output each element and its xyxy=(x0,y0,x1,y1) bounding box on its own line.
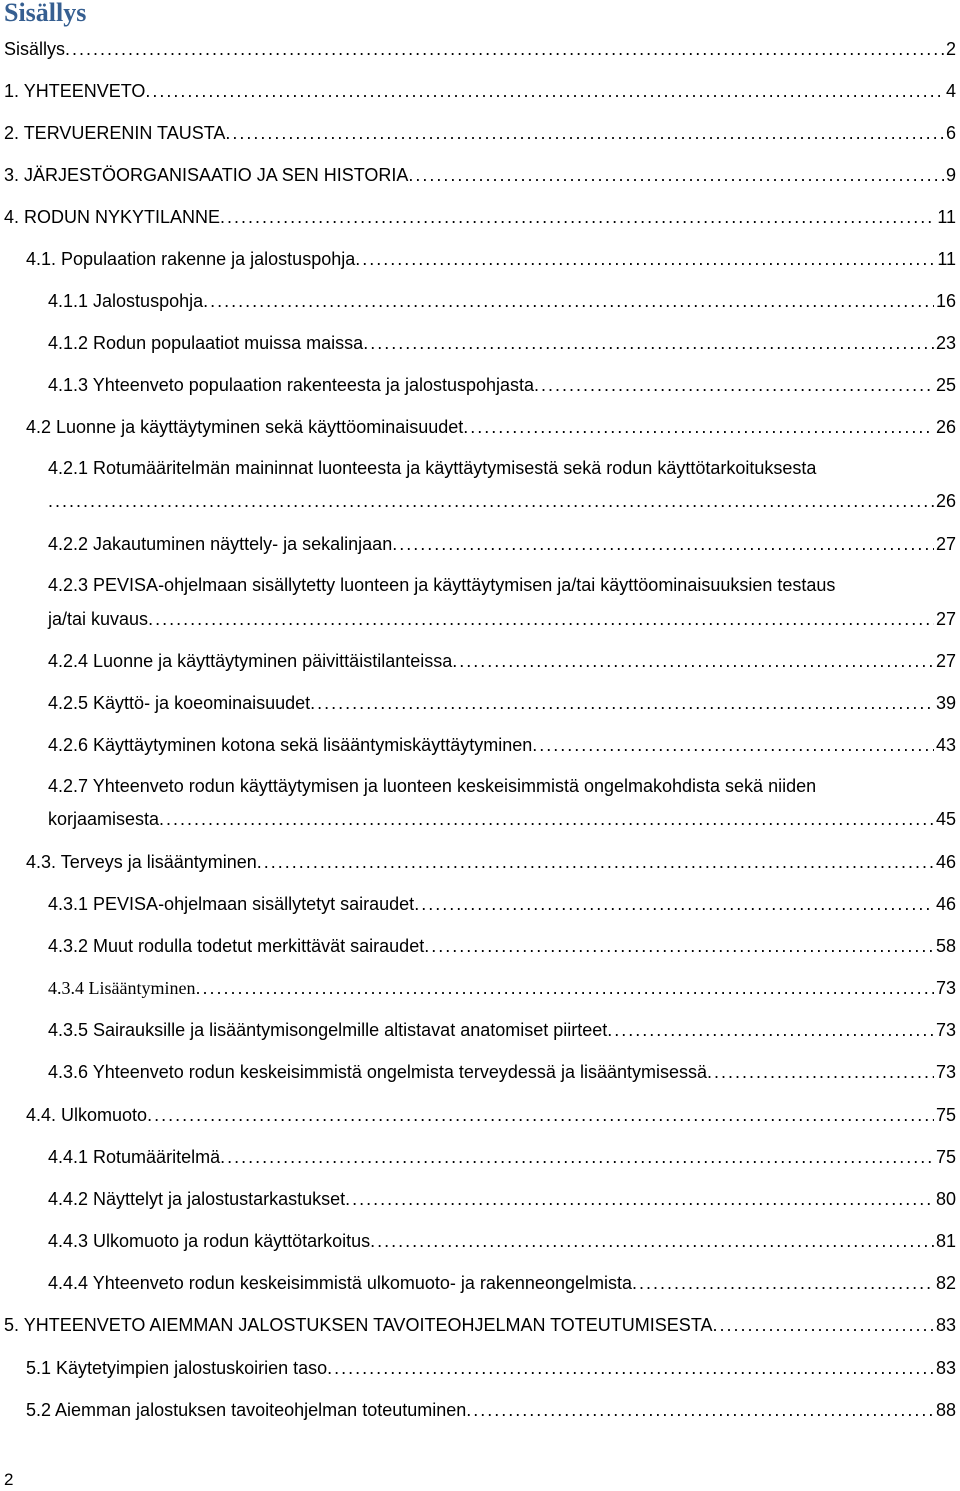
dot-leader xyxy=(607,1019,934,1041)
toc-entry-label: 4.3.5 Sairauksille ja lisääntymisongelmille altistavat anatomiset piirteet xyxy=(48,1020,608,1040)
dot-leader xyxy=(466,1399,934,1421)
toc-entry-label[interactable]: 4.2.1 Rotumääritelmän maininnat luonteesta ja käyttäytymisestä sekä rodun käyttötarkoituksesta xyxy=(48,458,817,478)
toc-entry[interactable] xyxy=(48,1013,956,1041)
toc-entry[interactable] xyxy=(48,802,956,830)
toc-entry[interactable] xyxy=(4,1308,956,1336)
toc-entry-label: 4.2.4 Luonne ja käyttäytyminen päivittäistilanteissa xyxy=(48,651,453,671)
toc-entry[interactable] xyxy=(48,1224,956,1252)
toc-entry-page: 27 xyxy=(935,534,956,554)
toc-entry-label: 4.4. Ulkomuoto xyxy=(26,1105,148,1125)
toc-entry-label: 5. YHTEENVETO AIEMMAN JALOSTUKSEN TAVOITEOHJELMAN TOTEUTUMISESTA xyxy=(4,1315,713,1335)
dot-leader xyxy=(225,122,944,144)
toc-entry-label: 4.2.6 Käyttäytyminen kotona sekä lisääntymiskäyttäytyminen xyxy=(48,735,533,755)
toc-entry-page: 39 xyxy=(935,693,956,713)
dot-leader xyxy=(159,808,934,830)
toc-entry-page: 11 xyxy=(937,207,956,227)
toc-entry-page: 73 xyxy=(935,1062,956,1082)
toc-entry-page: 75 xyxy=(935,1147,956,1167)
dot-leader xyxy=(712,1314,933,1336)
toc-entry-page: 46 xyxy=(935,894,956,914)
dot-leader xyxy=(65,38,944,60)
toc-entry[interactable] xyxy=(26,1351,956,1379)
toc-entry-label: 4.3.4 Lisääntyminen xyxy=(48,978,196,998)
toc-entry-label: 5.1 Käytetyimpien jalostuskoirien taso xyxy=(26,1358,328,1378)
toc-entry-page: 23 xyxy=(935,333,956,353)
footer-page-number: 2 xyxy=(4,1470,14,1489)
toc-entry[interactable] xyxy=(48,602,956,630)
toc-entry-label: 4.3.2 Muut rodulla todetut merkittävät sairaudet xyxy=(48,936,425,956)
dot-leader xyxy=(707,1061,934,1083)
toc-entry-page: 27 xyxy=(935,609,956,629)
toc-entry-label: 4.4.4 Yhteenveto rodun keskeisimmistä ulkomuoto- ja rakenneongelmista xyxy=(48,1273,632,1293)
toc-entry-label-continued: korjaamisesta xyxy=(48,809,160,829)
toc-entry-page: 83 xyxy=(935,1315,956,1335)
toc-entry-label: 4.4.1 Rotumääritelmä xyxy=(48,1147,221,1167)
dot-leader xyxy=(345,1188,934,1210)
toc-entry[interactable] xyxy=(48,644,956,672)
toc-entry-label: 4.2 Luonne ja käyttäytyminen sekä käyttöominaisuudet xyxy=(26,417,464,437)
dot-leader xyxy=(145,80,944,102)
toc-entry-label: 4.1.3 Yhteenveto populaation rakenteesta ja jalostuspohjasta xyxy=(48,375,535,395)
toc-entry-page: 25 xyxy=(935,375,956,395)
dot-leader xyxy=(424,935,934,957)
dot-leader xyxy=(414,893,934,915)
toc-entry[interactable] xyxy=(26,242,956,270)
toc-entry-label: 4.4.2 Näyttelyt ja jalostustarkastukset xyxy=(48,1189,346,1209)
dot-leader xyxy=(452,650,934,672)
toc-entry-label: 4.2.2 Jakautuminen näyttely- ja sekalinjaan xyxy=(48,534,393,554)
toc-entry-label: 3. JÄRJESTÖORGANISAATIO JA SEN HISTORIA xyxy=(4,165,409,185)
toc-entry-label: 4.1. Populaation rakenne ja jalostuspohja xyxy=(26,249,356,269)
toc-entry[interactable] xyxy=(48,527,956,555)
toc-entry-page: 6 xyxy=(945,123,956,143)
toc-entry[interactable] xyxy=(48,728,956,756)
toc-entry-page: 11 xyxy=(937,249,956,269)
toc-entry[interactable] xyxy=(48,284,956,312)
toc-entry[interactable] xyxy=(48,686,956,714)
toc-entry-page: 16 xyxy=(935,291,956,311)
toc-entry[interactable] xyxy=(48,368,956,396)
toc-entry-page: 46 xyxy=(935,852,956,872)
dot-leader xyxy=(220,206,935,228)
toc-entry-page: 2 xyxy=(945,39,956,59)
toc-entry[interactable] xyxy=(4,74,956,102)
dot-leader xyxy=(392,533,934,555)
dot-leader xyxy=(534,374,934,396)
toc-entry-label: 4.2.5 Käyttö- ja koeominaisuudet xyxy=(48,693,311,713)
toc-entry-label: Sisällys xyxy=(4,39,66,59)
toc-entry-label: 4.3. Terveys ja lisääntyminen xyxy=(26,852,257,872)
dot-leader xyxy=(148,608,934,630)
toc-entry[interactable] xyxy=(26,1098,956,1126)
dot-leader xyxy=(463,416,934,438)
toc-entry[interactable] xyxy=(48,326,956,354)
toc-entry-label: 4.3.6 Yhteenveto rodun keskeisimmistä ongelmista terveydessä ja lisääntymisessä xyxy=(48,1062,707,1082)
toc-entry-page: 58 xyxy=(935,936,956,956)
toc-entry-label: 1. YHTEENVETO xyxy=(4,81,146,101)
toc-entry-label: 5.2 Aiemman jalostuksen tavoiteohjelman toteutuminen xyxy=(26,1400,467,1420)
toc-entry-label[interactable]: 4.2.3 PEVISA-ohjelmaan sisällytetty luonteen ja käyttäytymisen ja/tai käyttöominaisuuksien testaus xyxy=(48,575,836,595)
dot-leader xyxy=(408,164,944,186)
toc-entry[interactable] xyxy=(4,116,956,144)
toc-entry-page: 4 xyxy=(945,81,956,101)
toc-entry-label: 4.4.3 Ulkomuoto ja rodun käyttötarkoitus xyxy=(48,1231,371,1251)
toc-entry-page: 45 xyxy=(935,809,956,829)
dot-leader xyxy=(147,1104,934,1126)
toc-entry-page: 83 xyxy=(935,1358,956,1378)
toc-entry-page: 80 xyxy=(935,1189,956,1209)
toc-entry[interactable] xyxy=(48,887,956,915)
dot-leader xyxy=(310,692,934,714)
toc-entry-label: 4.1.2 Rodun populaatiot muissa maissa xyxy=(48,333,364,353)
toc-entry[interactable] xyxy=(4,158,956,186)
toc-entry-page: 73 xyxy=(935,1020,956,1040)
toc-heading: Sisällys xyxy=(4,0,87,27)
dot-leader xyxy=(532,734,934,756)
toc-entry-page: 26 xyxy=(935,491,956,511)
dot-leader xyxy=(355,248,935,270)
toc-entry-page: 75 xyxy=(935,1105,956,1125)
toc-entry[interactable] xyxy=(48,929,956,957)
dot-leader xyxy=(257,851,934,873)
toc-entry-page: 26 xyxy=(935,417,956,437)
dot-leader xyxy=(370,1230,934,1252)
toc-entry-page: 82 xyxy=(935,1273,956,1293)
toc-entry-page: 88 xyxy=(935,1400,956,1420)
toc-entry[interactable] xyxy=(4,200,956,228)
dot-leader xyxy=(632,1272,934,1294)
toc-entry-label: 2. TERVUERENIN TAUSTA xyxy=(4,123,226,143)
dot-leader xyxy=(48,490,934,512)
dot-leader xyxy=(327,1357,934,1379)
dot-leader xyxy=(195,977,933,999)
toc-entry-label: 4.3.1 PEVISA-ohjelmaan sisällytetyt sairaudet xyxy=(48,894,415,914)
toc-entry-page: 81 xyxy=(935,1231,956,1251)
toc-entry[interactable] xyxy=(48,1140,956,1168)
toc-entry[interactable] xyxy=(48,1266,956,1294)
toc-entry-label[interactable]: 4.2.7 Yhteenveto rodun käyttäytymisen ja luonteen keskeisimmistä ongelmakohdista sekä niiden xyxy=(48,776,817,796)
dot-leader xyxy=(203,290,934,312)
toc-entry[interactable] xyxy=(26,845,956,873)
toc-entry-label: 4. RODUN NYKYTILANNE xyxy=(4,207,221,227)
toc-entry-page: 73 xyxy=(935,978,956,998)
toc-entry[interactable] xyxy=(48,484,956,512)
toc-entry[interactable] xyxy=(4,32,956,60)
toc-entry[interactable] xyxy=(48,971,956,999)
toc-entry-label: 4.1.1 Jalostuspohja xyxy=(48,291,204,311)
toc-entry-label-continued: ja/tai kuvaus xyxy=(48,609,149,629)
dot-leader xyxy=(363,332,934,354)
toc-entry[interactable] xyxy=(48,1055,956,1083)
toc-entry[interactable] xyxy=(48,1182,956,1210)
toc-entry-page: 43 xyxy=(935,735,956,755)
toc-entry[interactable] xyxy=(26,1393,956,1421)
dot-leader xyxy=(220,1146,934,1168)
toc-entry[interactable] xyxy=(26,410,956,438)
toc-entry-page: 27 xyxy=(935,651,956,671)
toc-entry-page: 9 xyxy=(945,165,956,185)
